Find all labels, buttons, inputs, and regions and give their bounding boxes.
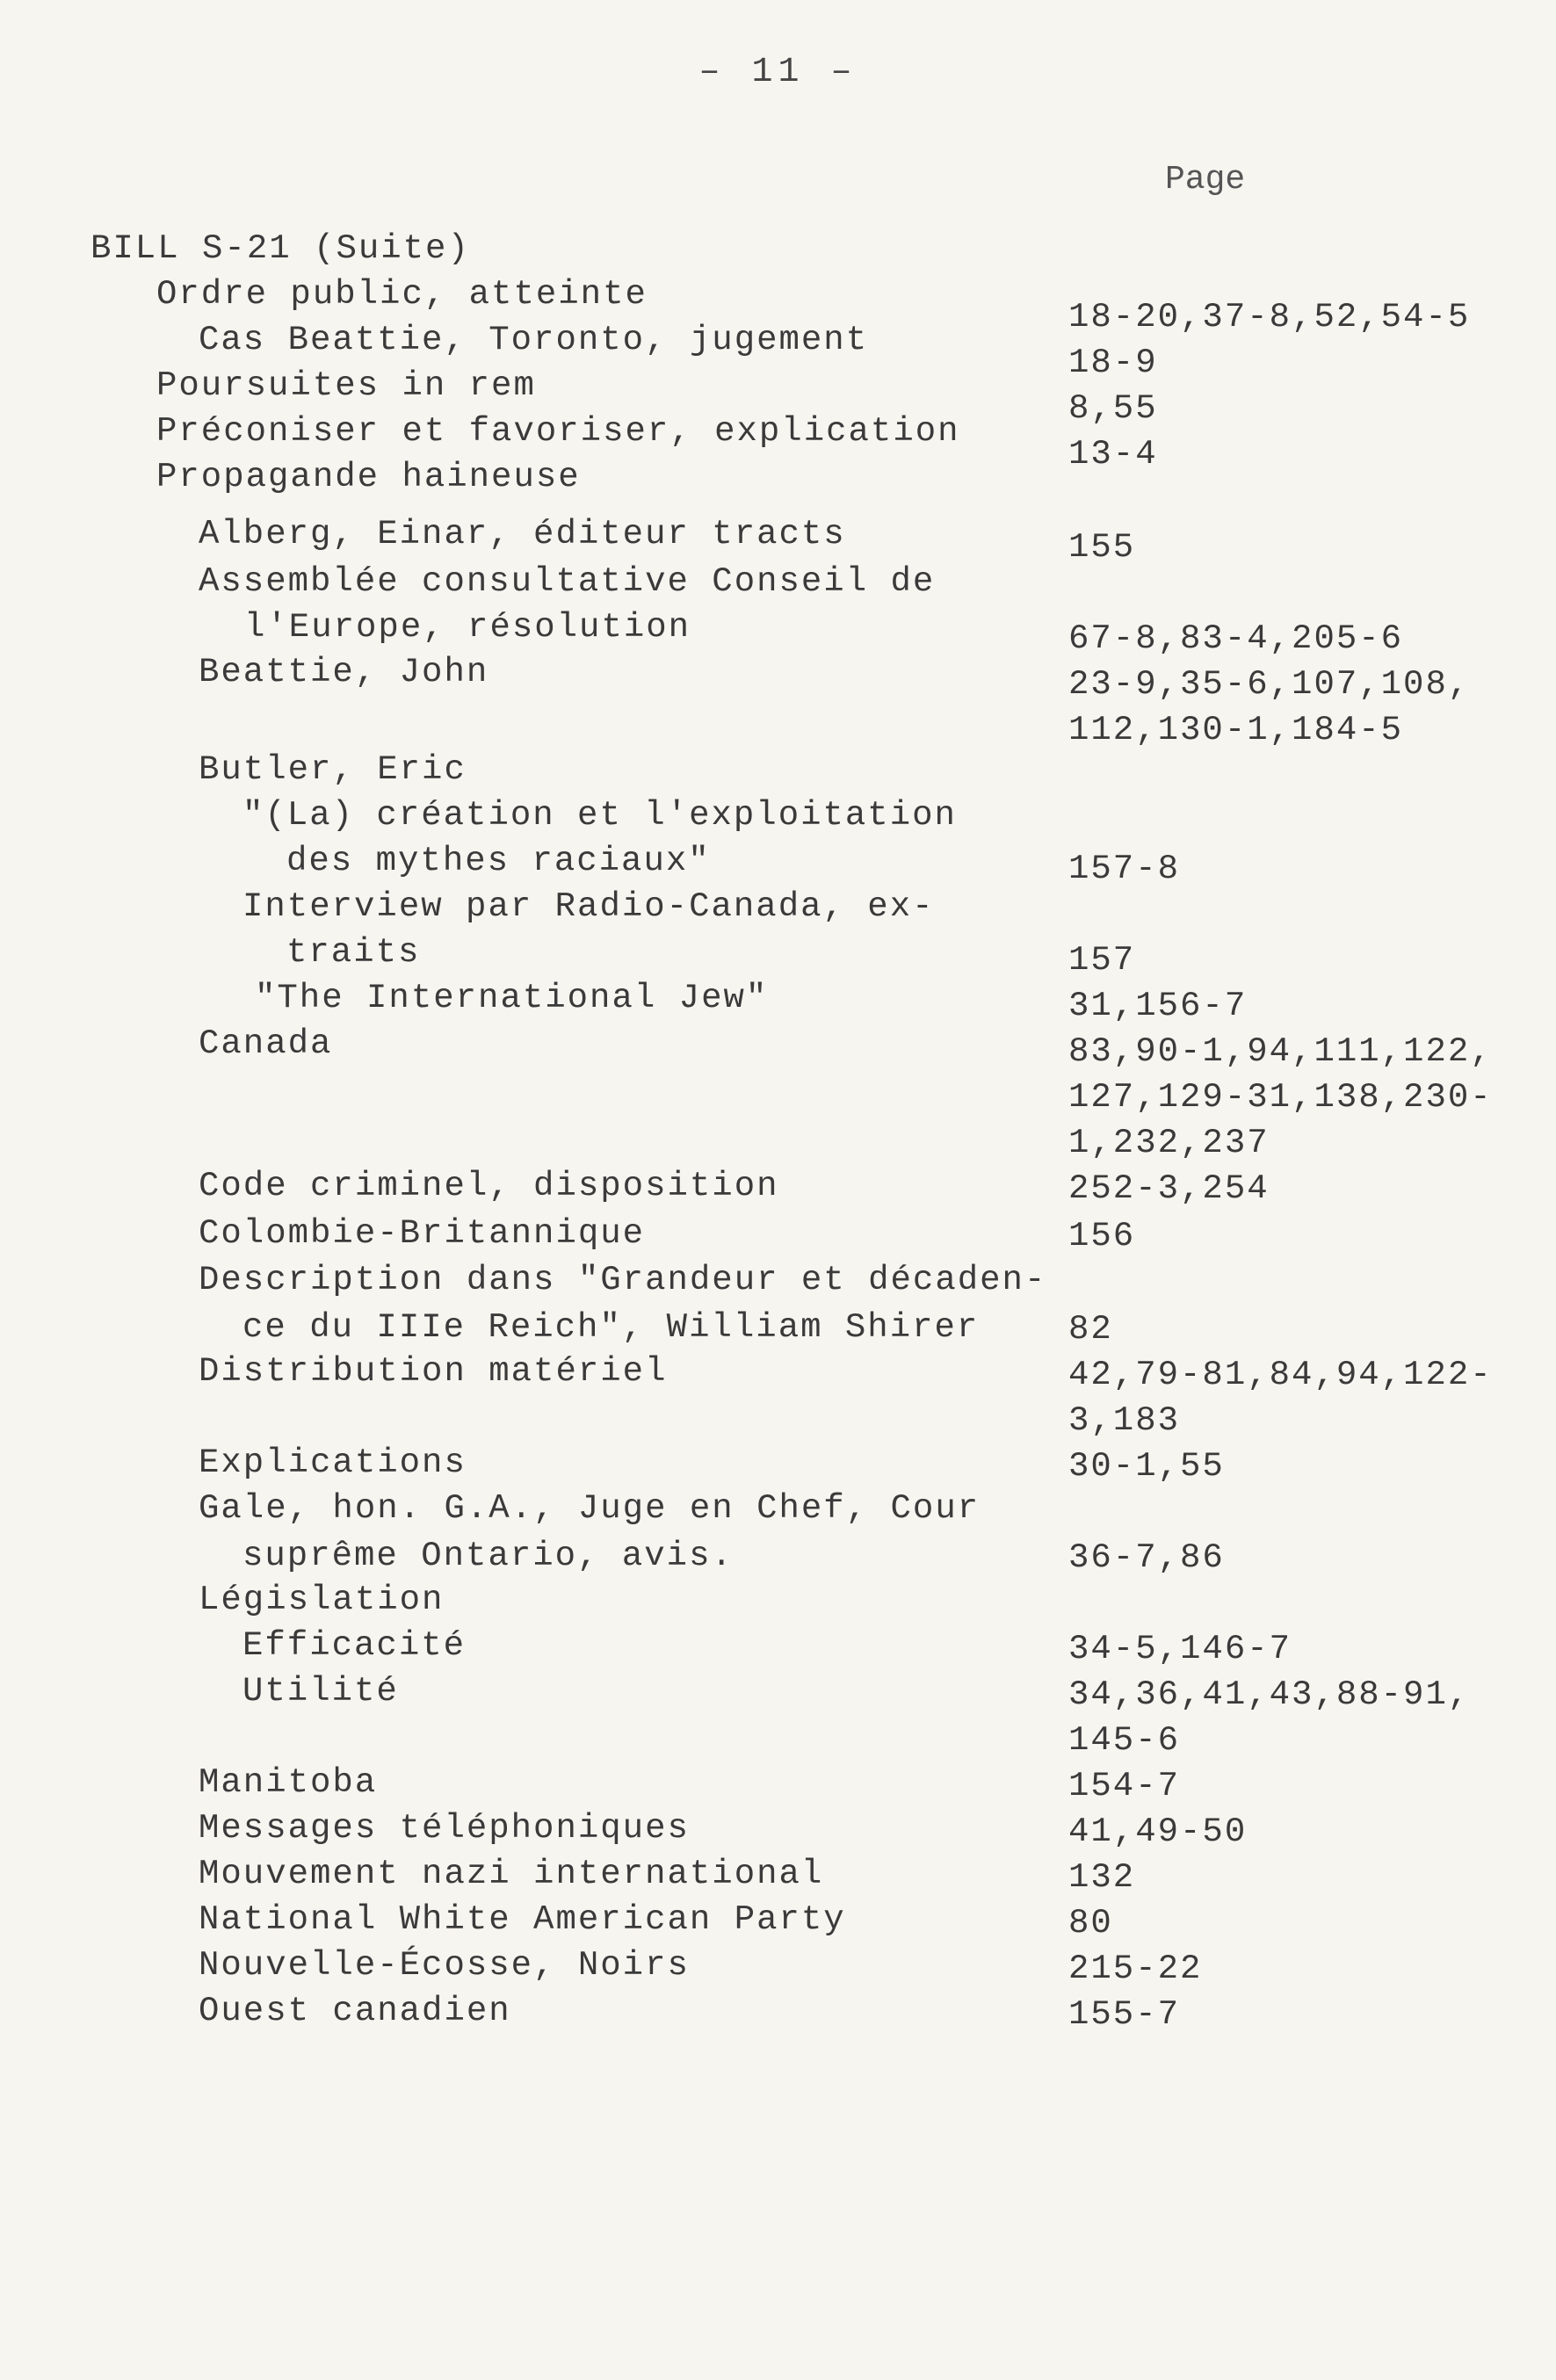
- index-entry-label: Interview par Radio-Canada, ex-: [242, 887, 935, 926]
- index-entry-pages: 82: [1068, 1310, 1113, 1349]
- index-entry-pages: 41,49-50: [1068, 1812, 1248, 1851]
- index-entry-label: Cas Beattie, Toronto, jugement: [199, 321, 869, 359]
- index-entry-pages: 157-8: [1068, 850, 1181, 888]
- index-entry-pages: 18-20,37-8,52,54-5: [1068, 298, 1471, 336]
- index-entry-label: Gale, hon. G.A., Juge en Chef, Cour: [199, 1489, 981, 1528]
- index-entry-pages: 36-7,86: [1068, 1538, 1225, 1577]
- index-entry-label: National White American Party: [199, 1900, 846, 1939]
- index-entry-label: Code criminel, disposition: [199, 1167, 779, 1205]
- index-entry-label: Préconiser et favoriser, explication: [156, 412, 960, 451]
- index-entry-pages: 23-9,35-6,107,108,: [1068, 665, 1471, 704]
- index-entry-label: Assemblée consultative Conseil de: [199, 562, 936, 601]
- index-entry-label: Ordre public, atteinte: [156, 275, 648, 314]
- index-entry-label: Distribution matériel: [199, 1352, 668, 1391]
- index-entry-pages: 30-1,55: [1068, 1447, 1225, 1486]
- index-entry-pages: 80: [1068, 1904, 1113, 1942]
- index-entry-pages: 18-9: [1068, 344, 1158, 382]
- index-entry-pages: 31,156-7: [1068, 987, 1248, 1025]
- index-entry-label: Explications: [199, 1443, 467, 1482]
- index-entry-pages: 154-7: [1068, 1767, 1181, 1805]
- index-entry-label: "The International Jew": [255, 979, 769, 1017]
- index-entry-label: Beattie, John: [199, 653, 489, 691]
- index-entry-pages: 127,129-31,138,230-: [1068, 1078, 1493, 1117]
- index-entry-label: Manitoba: [199, 1763, 378, 1802]
- index-entry-label: ce du IIIe Reich", William Shirer: [242, 1308, 980, 1347]
- index-entry-label: Messages téléphoniques: [199, 1809, 690, 1848]
- index-entry-label: Nouvelle-Écosse, Noirs: [199, 1946, 690, 1985]
- index-heading: BILL S-21 (Suite): [90, 229, 470, 268]
- index-entry-pages: 34,36,41,43,88-91,: [1068, 1675, 1471, 1714]
- page-number: – 11 –: [698, 53, 858, 92]
- index-entry-label: Butler, Eric: [199, 750, 467, 789]
- index-entry-label: traits: [286, 933, 421, 972]
- index-entry-label: Propagande haineuse: [156, 458, 581, 496]
- index-entry-pages: 13-4: [1068, 435, 1158, 474]
- index-entry-pages: 34-5,146-7: [1068, 1630, 1292, 1668]
- index-entry-pages: 67-8,83-4,205-6: [1068, 619, 1404, 658]
- index-entry-pages: 215-22: [1068, 1950, 1203, 1988]
- index-entry-pages: 132: [1068, 1858, 1136, 1897]
- index-entry-pages: 155: [1068, 528, 1136, 567]
- index-entry-label: Alberg, Einar, éditeur tracts: [199, 515, 846, 553]
- index-entry-pages: 3,183: [1068, 1401, 1181, 1440]
- index-entry-pages: 83,90-1,94,111,122,: [1068, 1032, 1493, 1071]
- index-entry-label: "(La) création et l'exploitation: [242, 796, 957, 835]
- index-entry-label: Utilité: [242, 1672, 399, 1711]
- index-entry-label: Description dans "Grandeur et décaden-: [199, 1261, 1047, 1299]
- index-entry-label: Ouest canadien: [199, 1992, 511, 2030]
- index-entry-label: Colombie-Britannique: [199, 1214, 646, 1253]
- index-entry-pages: 155-7: [1068, 1995, 1181, 2034]
- index-entry-label: l'Europe, résolution: [244, 608, 691, 647]
- index-entry-label: Législation: [199, 1581, 445, 1619]
- page-column-header: Page: [1165, 161, 1246, 199]
- index-entry-label: Canada: [199, 1024, 333, 1063]
- index-entry-label: Poursuites in rem: [156, 366, 536, 405]
- index-entry-label: Mouvement nazi international: [199, 1855, 824, 1893]
- index-entry-label: Efficacité: [242, 1626, 467, 1665]
- index-entry-pages: 145-6: [1068, 1721, 1181, 1760]
- index-entry-pages: 42,79-81,84,94,122-: [1068, 1356, 1493, 1394]
- index-entry-pages: 156: [1068, 1217, 1136, 1255]
- index-entry-pages: 157: [1068, 941, 1136, 980]
- index-entry-label: suprême Ontario, avis.: [242, 1537, 734, 1575]
- index-entry-pages: 8,55: [1068, 389, 1158, 428]
- index-entry-label: des mythes raciaux": [286, 842, 711, 880]
- index-entry-pages: 252-3,254: [1068, 1169, 1270, 1208]
- index-entry-pages: 1,232,237: [1068, 1124, 1270, 1162]
- index-entry-pages: 112,130-1,184-5: [1068, 711, 1404, 749]
